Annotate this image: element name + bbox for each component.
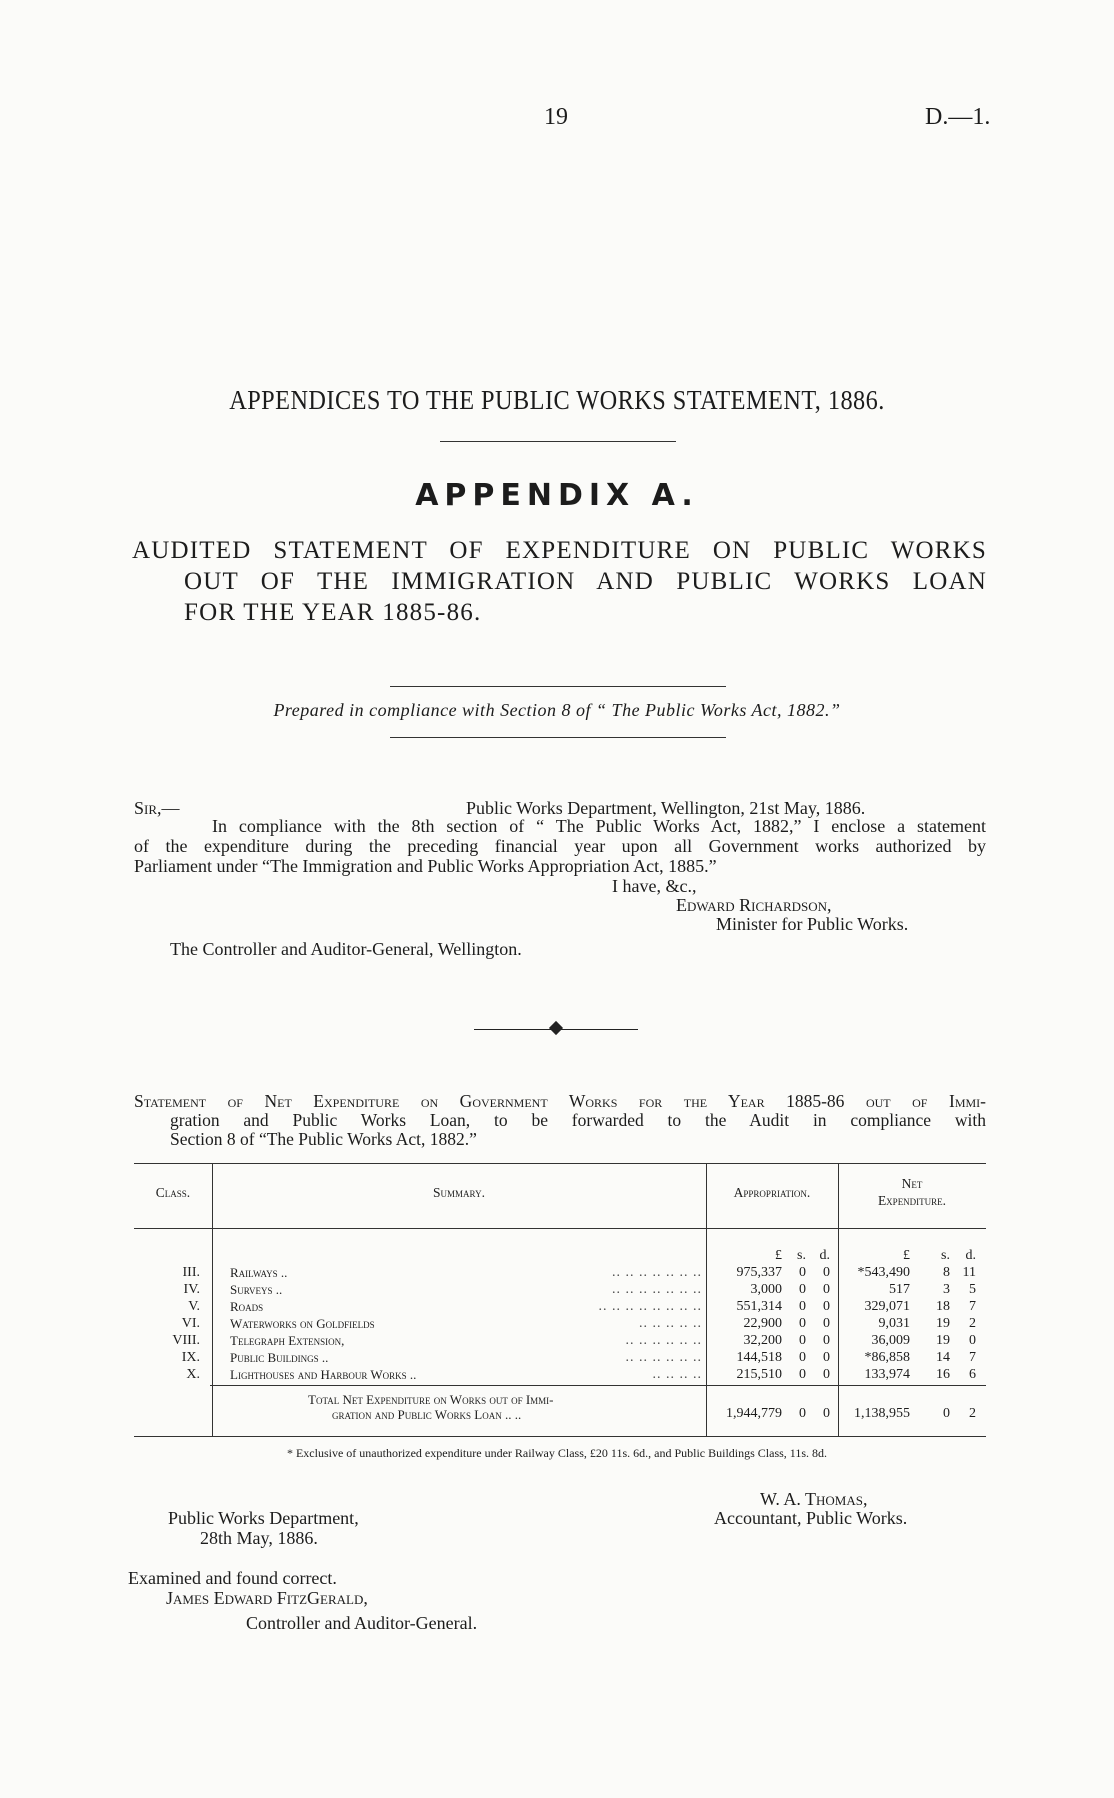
row-app-pence: 0 [823, 1367, 830, 1382]
row-leader: .. .. .. .. .. .. [625, 1350, 702, 1365]
letter-signatory-title: Minister for Public Works. [716, 914, 909, 934]
header-summary: Summary. [433, 1185, 485, 1200]
row-class: X. [186, 1367, 200, 1382]
unit-net-s: s. [941, 1248, 950, 1263]
audited-title-line-1: AUDITED STATEMENT OF EXPENDITURE ON PUBLIC WORKS [132, 537, 987, 564]
row-net-pence: 11 [962, 1265, 976, 1280]
audited-title [132, 535, 987, 628]
document-reference: D.—1. [925, 104, 991, 130]
unit-app-pound: £ [775, 1248, 782, 1263]
row-net-shillings: 18 [936, 1299, 950, 1314]
row-leader: .. .. .. .. .. [639, 1316, 702, 1331]
row-net-pounds: *543,490 [857, 1265, 910, 1280]
total-label [212, 1392, 706, 1422]
row-app-pence: 0 [823, 1333, 830, 1348]
table-col-rule-2 [706, 1163, 707, 1436]
header-net-line-2: Expenditure. [877, 1193, 947, 1208]
row-net-pounds: *86,858 [864, 1350, 910, 1365]
unit-app-s: s. [797, 1248, 806, 1263]
row-app-pence: 0 [823, 1316, 830, 1331]
row-app-pounds: 975,337 [736, 1265, 782, 1280]
row-net-pounds: 329,071 [864, 1299, 910, 1314]
page-number: 19 [544, 104, 568, 130]
row-app-pounds: 22,900 [743, 1316, 782, 1331]
footnote: * Exclusive of unauthorized expenditure under Railway Class, £20 11s. 6d., and Public Buildings Class, 11s. 8d. [286, 1446, 828, 1460]
audited-title-line-2: OUT OF THE IMMIGRATION AND PUBLIC WORKS LOAN [184, 568, 987, 595]
table-total-rule [210, 1385, 986, 1386]
row-class: V. [188, 1299, 200, 1314]
row-net-shillings: 16 [936, 1367, 950, 1382]
unit-app-d: d. [819, 1248, 830, 1263]
row-app-shillings: 0 [799, 1316, 806, 1331]
row-app-pence: 0 [823, 1350, 830, 1365]
row-class: VIII. [172, 1333, 200, 1348]
title-divider [440, 441, 676, 442]
row-class: VI. [181, 1316, 200, 1331]
table-header-rule [134, 1228, 986, 1229]
header-class: Class. [155, 1185, 191, 1200]
accountant-title: Accountant, Public Works. [714, 1508, 908, 1528]
ornament-line-right [558, 1029, 638, 1030]
row-net-pounds: 133,974 [864, 1367, 910, 1382]
controller-title: Controller and Auditor-General. [246, 1613, 478, 1633]
prepared-rule-top [390, 686, 726, 687]
row-app-shillings: 0 [799, 1299, 806, 1314]
row-leader: .. .. .. .. .. .. .. [612, 1265, 702, 1280]
row-leader: .. .. .. .. [652, 1367, 702, 1382]
row-app-shillings: 0 [799, 1265, 806, 1280]
prepared-note: Prepared in compliance with Section 8 of “ The Public Works Act, 1882.” [273, 700, 841, 720]
row-leader: .. .. .. .. .. .. .. [612, 1282, 702, 1297]
appendix-heading: APPENDIX A. [415, 478, 699, 513]
row-net-pounds: 517 [889, 1282, 910, 1297]
ornament-line-left [474, 1029, 554, 1030]
row-summary: Railways .. [230, 1265, 288, 1280]
letter-salutation: Sir,— [134, 798, 180, 818]
letter-address-date: Public Works Department, Wellington, 21st May, 1886. [466, 798, 866, 818]
letter-body [134, 816, 986, 876]
row-net-shillings: 3 [943, 1282, 950, 1297]
header-net-line-1: Net [901, 1176, 923, 1191]
row-app-shillings: 0 [799, 1367, 806, 1382]
row-app-shillings: 0 [799, 1282, 806, 1297]
signoff-date: 28th May, 1886. [200, 1528, 318, 1548]
row-app-shillings: 0 [799, 1333, 806, 1348]
table-top-rule [134, 1163, 986, 1164]
row-net-pence: 7 [969, 1350, 976, 1365]
row-summary: Waterworks on Goldfields [230, 1316, 375, 1331]
page-title: APPENDICES TO THE PUBLIC WORKS STATEMENT, 1886. [229, 385, 885, 415]
row-net-pence: 0 [969, 1333, 976, 1348]
row-net-shillings: 14 [936, 1350, 950, 1365]
row-leader: .. .. .. .. .. .. .. .. [598, 1299, 702, 1314]
audited-title-line-3: FOR THE YEAR 1885-86. [184, 599, 482, 626]
row-summary: Lighthouses and Harbour Works .. [230, 1367, 417, 1382]
prepared-rule-bottom [390, 737, 726, 738]
row-net-pence: 2 [969, 1316, 976, 1331]
letter-addressee: The Controller and Auditor-General, Wellington. [170, 939, 522, 959]
table-bottom-rule [134, 1436, 986, 1437]
row-net-shillings: 19 [936, 1333, 950, 1348]
row-summary: Public Buildings .. [230, 1350, 329, 1365]
unit-net-pound: £ [903, 1248, 910, 1263]
row-app-pounds: 144,518 [736, 1350, 782, 1365]
row-app-pounds: 215,510 [736, 1367, 782, 1382]
row-summary: Surveys .. [230, 1282, 283, 1297]
row-summary: Telegraph Extension, [230, 1333, 345, 1348]
examined-note: Examined and found correct. [128, 1568, 337, 1588]
row-net-pence: 6 [969, 1367, 976, 1382]
row-app-pounds: 3,000 [750, 1282, 782, 1297]
row-app-pence: 0 [823, 1299, 830, 1314]
letter-body-line-1: In compliance with the 8th section of “ The Public Works Act, 1882,” I enclose a statement [212, 816, 986, 836]
total-app-pence: 0 [823, 1406, 830, 1421]
row-net-pounds: 36,009 [871, 1333, 910, 1348]
row-class: IX. [181, 1350, 200, 1365]
row-app-pence: 0 [823, 1282, 830, 1297]
row-class: IV. [183, 1282, 200, 1297]
letter-signatory: Edward Richardson, [676, 895, 832, 915]
ornament-diamond-icon [549, 1021, 563, 1035]
row-net-shillings: 19 [936, 1316, 950, 1331]
header-appropriation: Appropriation. [733, 1185, 811, 1200]
accountant-name: W. A. Thomas, [760, 1489, 868, 1509]
row-app-pounds: 32,200 [743, 1333, 782, 1348]
row-class: III. [182, 1265, 200, 1280]
unit-net-d: d. [965, 1248, 976, 1263]
statement-line-1: Statement of Net Expenditure on Government Works for the Year 1885-86 out of Immi- [134, 1091, 986, 1111]
row-app-pounds: 551,314 [736, 1299, 782, 1314]
total-app-pounds: 1,944,779 [726, 1406, 782, 1421]
row-net-pence: 5 [969, 1282, 976, 1297]
row-leader: .. .. .. .. .. .. [625, 1333, 702, 1348]
row-app-pence: 0 [823, 1265, 830, 1280]
signoff-department: Public Works Department, [168, 1508, 359, 1528]
letter-closing: I have, &c., [612, 876, 697, 896]
letter-body-line-3: Parliament under “The Immigration and Public Works Appropriation Act, 1885.” [134, 856, 717, 876]
controller-name: James Edward FitzGerald, [166, 1588, 368, 1608]
total-app-shillings: 0 [799, 1406, 806, 1421]
statement-line-3: Section 8 of “The Public Works Act, 1882.” [170, 1129, 477, 1149]
statement-heading [134, 1092, 986, 1149]
row-app-shillings: 0 [799, 1350, 806, 1365]
total-label-line-2: gration and Public Works Loan .. .. [332, 1407, 522, 1422]
total-net-pounds: 1,138,955 [854, 1406, 910, 1421]
letter-body-line-2: of the expenditure during the preceding financial year upon all Government works authorized by [134, 836, 986, 856]
row-net-pounds: 9,031 [878, 1316, 910, 1331]
total-net-shillings: 0 [943, 1406, 950, 1421]
total-net-pence: 2 [969, 1406, 976, 1421]
row-net-shillings: 8 [943, 1265, 950, 1280]
total-label-line-1: Total Net Expenditure on Works out of Immi- [308, 1392, 554, 1407]
statement-line-2: gration and Public Works Loan, to be forwarded to the Audit in compliance with [170, 1110, 986, 1130]
row-net-pence: 7 [969, 1299, 976, 1314]
row-summary: Roads [230, 1299, 264, 1314]
